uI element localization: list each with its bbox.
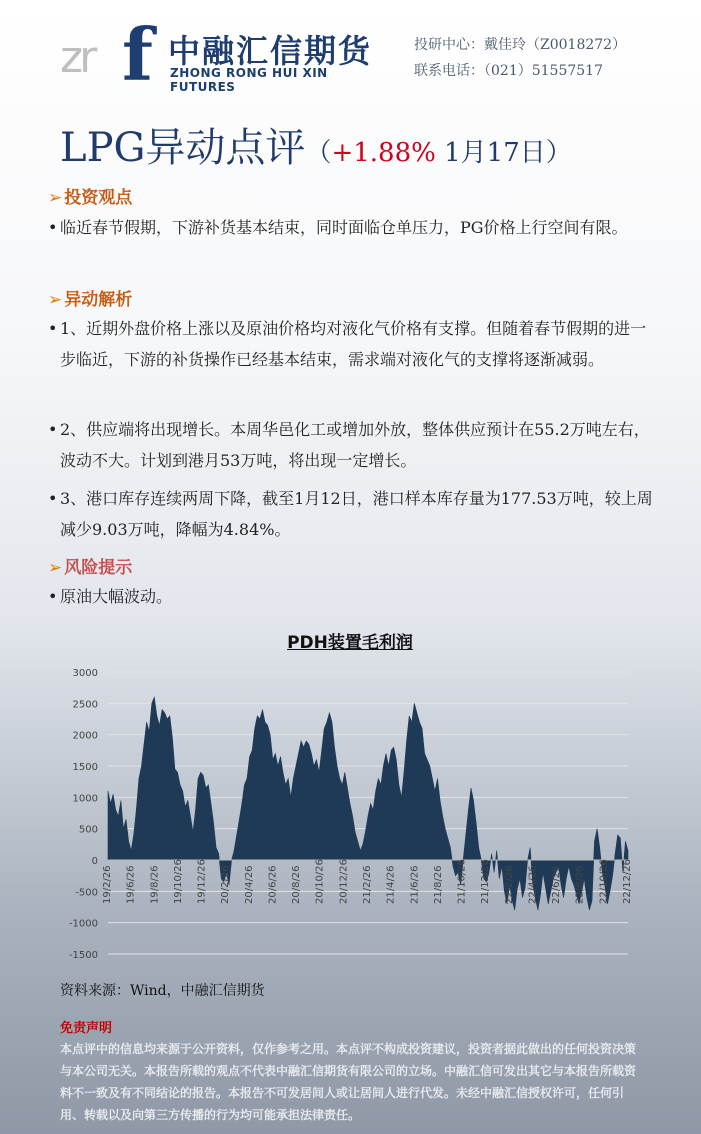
x-tick-label: 20/2/26 [220, 865, 232, 904]
analysis-item-2: • 2、供应端将出现增长。本周华邑化工或增加外放，整体供应预计在55.2万吨左右，波动不大。计划到港月53万吨，将出现一定增长。 [48, 414, 658, 476]
logo-mark-letters: zr [60, 32, 94, 83]
y-tick-label: 2500 [72, 699, 98, 711]
view-item: • 临近春节假期，下游补货基本结束，同时面临仓单压力，PG价格上行空间有限。 [48, 212, 658, 243]
x-tick-label: 22/6/26 [551, 865, 563, 904]
section-heading-analysis: ➢ 异动解析 [48, 290, 133, 310]
section-heading-risk: ➢ 风险提示 [48, 558, 133, 578]
logo-english-name: ZHONG RONG HUI XIN FUTURES [170, 66, 328, 94]
y-tick-label: 500 [78, 824, 98, 836]
analysis-item-1: • 1、近期外盘价格上涨以及原油价格均对液化气价格有支撑。但随着春节假期的进一步临近，下游的补货操作已经基本结束，需求端对液化气的支撑将逐渐减弱。 [48, 313, 658, 375]
x-tick-label: 21/6/26 [409, 865, 421, 904]
phone-line: 联系电话：（021）51557517 [414, 63, 603, 79]
disclaimer-text: 本点评中的信息均来源于公开资料，仅作参考之用。本点评不构成投资建议，投资者据此做出的任何投资决策与本公司无关。本报告所载的观点不代表中融汇信期货有限公司的立场。中融汇信可发出其它与本报告所载资料不一致及有不同结论的报告。本报告不可发居间人或让居间人进行代发。未经中融汇信授权许可，任何引用、转载以及向第三方传播的行为均可能承担法律责任。 [60, 1042, 637, 1122]
x-tick-label: 21/2/26 [362, 865, 373, 904]
bullet-icon: • [48, 218, 58, 237]
title-close-paren: ） [545, 138, 572, 168]
x-tick-label: 20/12/26 [338, 859, 350, 904]
x-tick-label: 21/10/26 [456, 859, 468, 904]
y-tick-label: 0 [91, 856, 98, 867]
x-tick-label: 19/12/26 [196, 859, 208, 904]
y-tick-label: -1000 [68, 918, 98, 930]
y-tick-label: -500 [75, 887, 98, 899]
chart-svg [60, 620, 640, 965]
x-tick-label: 21/8/26 [432, 865, 444, 904]
y-tick-label: 3000 [72, 668, 98, 679]
title-main: LPG异动点评 [60, 125, 306, 171]
section-heading-view: ➢ 投资观点 [48, 188, 133, 208]
y-tick-label: -1500 [68, 950, 98, 961]
x-tick-label: 21/12/26 [480, 859, 492, 904]
x-tick-label: 20/6/26 [267, 865, 279, 904]
bullet-icon: • [48, 587, 58, 606]
analysis-item-3: • 3、港口库存连续两周下降，截至1月12日，港口样本库存量为177.53万吨，较上周减少9.03万吨，降幅为4.84%。 [48, 483, 658, 545]
x-tick-label: 20/10/26 [314, 859, 326, 904]
company-logo [60, 12, 380, 97]
y-tick-label: 1500 [72, 762, 98, 773]
x-tick-label: 22/4/26 [527, 865, 539, 904]
price-change: +1.88% [331, 138, 436, 168]
x-tick-label: 19/8/26 [149, 865, 161, 904]
bullet-icon: • [48, 489, 58, 508]
x-tick-label: 19/2/26 [102, 865, 113, 904]
arrow-icon: ➢ [48, 290, 63, 310]
bullet-icon: • [48, 319, 58, 338]
contact-info [414, 32, 626, 84]
bullet-icon: • [48, 420, 58, 439]
x-tick-label: 19/10/26 [172, 859, 184, 904]
x-tick-label: 22/12/26 [622, 859, 633, 904]
arrow-icon: ➢ [48, 188, 63, 208]
title-date: 1月17日 [435, 138, 546, 168]
x-tick-label: 22/10/26 [598, 859, 610, 904]
report-title [60, 116, 572, 173]
y-tick-label: 2000 [72, 730, 98, 742]
x-tick-label: 20/4/26 [243, 865, 255, 904]
title-open-paren: （ [305, 138, 332, 168]
chart-title: PDH装置毛利润 [287, 633, 413, 653]
x-tick-label: 21/4/26 [385, 865, 397, 904]
data-source: 资料来源：Wind，中融汇信期货 [60, 983, 265, 999]
x-tick-label: 19/6/26 [125, 865, 137, 904]
disclaimer-heading: 免责声明 [60, 1021, 113, 1036]
logo-chinese-name: 中融汇信期货 [168, 32, 373, 70]
arrow-icon: ➢ [48, 558, 63, 578]
x-tick-label: 20/8/26 [291, 865, 303, 904]
risk-item: • 原油大幅波动。 [48, 581, 658, 612]
x-tick-label: 22/2/26 [503, 865, 515, 904]
y-tick-label: 1000 [72, 793, 98, 805]
x-tick-label: 22/8/26 [574, 865, 586, 904]
logo-mark-f: f [122, 12, 153, 97]
analyst-line: 投研中心：戴佳玲（Z0018272） [414, 37, 627, 53]
pdh-profit-chart [60, 620, 640, 965]
